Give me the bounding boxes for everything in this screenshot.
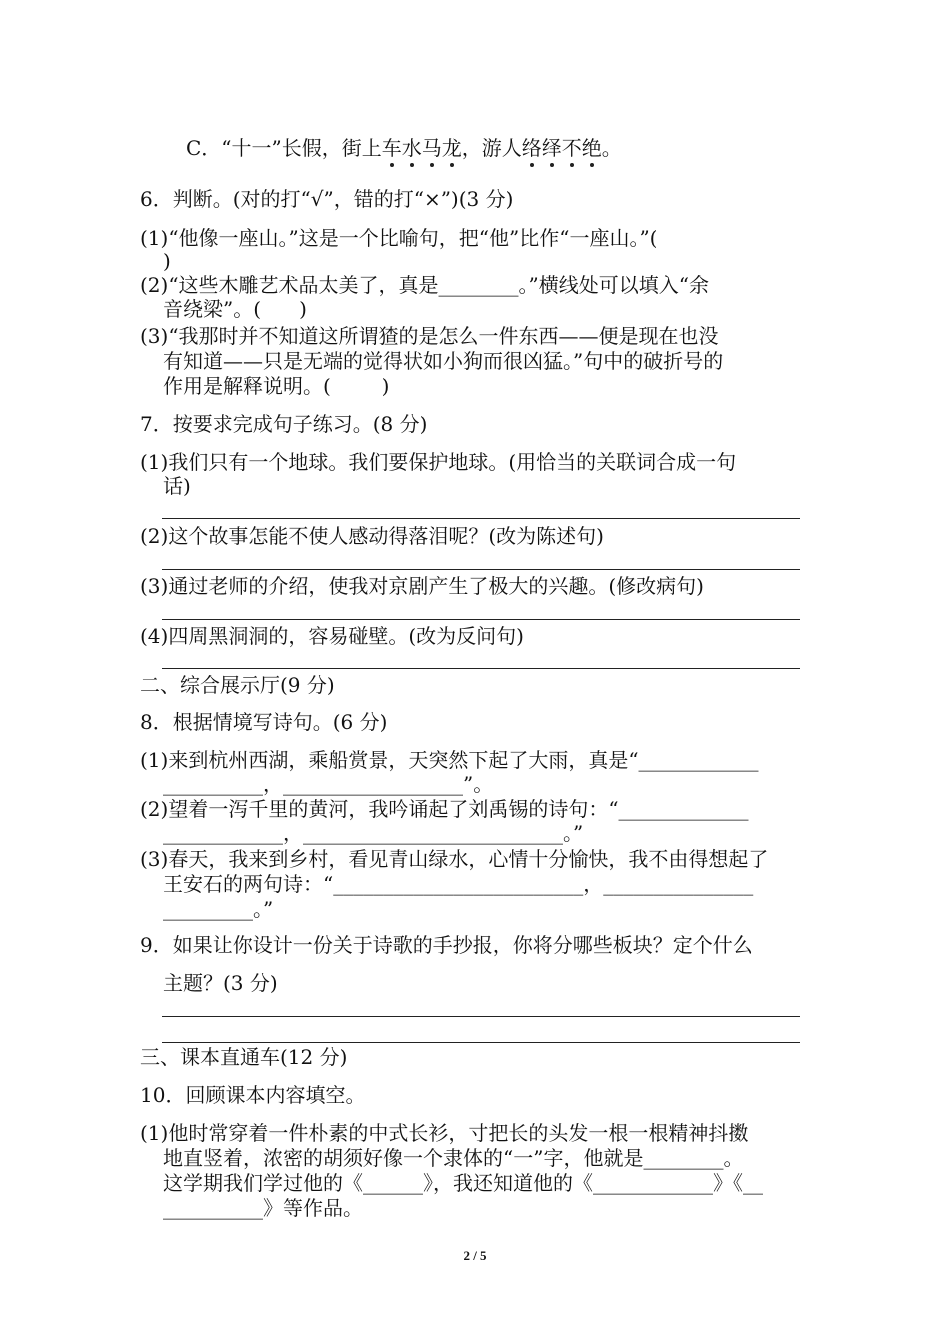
- q7-item-2: (2)这个故事怎能不使人感动得落泪呢？(改为陈述句): [140, 524, 604, 548]
- q6-item-2: (2)“这些木雕艺术品太美了，真是________。”横线处可以填入“余: [140, 273, 710, 297]
- option-c-text-2: ，游人: [461, 136, 522, 160]
- section-3-heading: 三、课本直通车(12 分): [140, 1045, 348, 1069]
- q7-item-1-cont: 话): [163, 474, 191, 498]
- option-c-text: C．“十一”长假，街上: [186, 136, 382, 160]
- question-9-cont: 主题？(3 分): [163, 971, 278, 995]
- question-8: 8．根据情境写诗句。(6 分): [140, 710, 388, 734]
- emphasized-char: 水: [401, 136, 422, 160]
- q7-item-3: (3)通过老师的介绍，使我对京剧产生了极大的兴趣。(修改病句): [140, 574, 704, 598]
- answer-line[interactable]: [162, 569, 800, 570]
- answer-line[interactable]: [162, 1042, 800, 1043]
- answer-line[interactable]: [162, 518, 800, 519]
- q10-item-1-cont: 地直竖着，浓密的胡须好像一个隶体的“一”字，他就是________。: [163, 1146, 744, 1170]
- emphasized-char: 不: [561, 136, 582, 160]
- dotted-phrase: [382, 136, 462, 160]
- q7-item-4: (4)四周黑洞洞的，容易碰壁。(改为反问句): [140, 624, 524, 648]
- q8-item-3: (3)春天，我来到乡村，看见青山绿水，心情十分愉快，我不由得想起了: [140, 847, 769, 871]
- q8-item-2-cont: ____________，__________________________。”: [163, 821, 584, 845]
- q8-item-1-cont: __________，__________________”。: [163, 772, 494, 796]
- emphasis-text: [382, 136, 462, 160]
- page-number: 2 / 5: [463, 1248, 487, 1263]
- q8-item-1: (1)来到杭州西湖，乘船赏景，天突然下起了大雨，真是“____________: [140, 748, 759, 772]
- q8-item-3-cont: 王安石的两句诗：“_________________________，_______________: [163, 872, 754, 896]
- emphasized-char: 绝: [581, 136, 602, 160]
- emphasized-char: 马: [421, 136, 442, 160]
- q10-item-1: (1)他时常穿着一件朴素的中式长衫，寸把长的头发一根一根精神抖擞: [140, 1121, 749, 1145]
- q10-item-1-cont3: __________》等作品。: [163, 1196, 363, 1220]
- q6-item-3-cont: 有知道——只是无端的觉得状如小狗而很凶猛。”句中的破折号的: [163, 349, 724, 373]
- question-10: 10．回顾课本内容填空。: [140, 1083, 366, 1107]
- option-c-end: 。: [601, 136, 622, 160]
- emphasized-char: 龙: [441, 136, 462, 160]
- q6-item-2-cont: 音绕梁”。( ): [163, 297, 307, 321]
- question-9: 9．如果让你设计一份关于诗歌的手抄报，你将分哪些板块？定个什么: [140, 933, 753, 957]
- emphasis-text-2: [522, 136, 602, 160]
- emphasized-char: 车: [381, 136, 402, 160]
- answer-line[interactable]: [162, 619, 800, 620]
- q6-item-3-cont2: 作用是解释说明。( ): [163, 374, 390, 398]
- option-c: [186, 136, 622, 160]
- q7-item-1: (1)我们只有一个地球。我们要保护地球。(用恰当的关联词合成一句: [140, 450, 737, 474]
- section-2-heading: 二、综合展示厅(9 分): [140, 673, 335, 697]
- q10-item-1-cont2: 这学期我们学过他的《______》，我还知道他的《____________》《__: [163, 1171, 763, 1195]
- emphasized-char: 绎: [541, 136, 562, 160]
- q6-item-1-cont: ): [163, 249, 171, 273]
- answer-line[interactable]: [162, 668, 800, 669]
- q6-item-3: (3)“我那时并不知道这所谓猹的是怎么一件东西——便是现在也没: [140, 324, 719, 348]
- q8-item-3-cont2: _________。”: [163, 897, 274, 921]
- question-7: 7．按要求完成句子练习。(8 分): [140, 412, 428, 436]
- question-6: 6．判断。(对的打“√”，错的打“×”)(3 分): [140, 187, 514, 211]
- answer-line[interactable]: [162, 1016, 800, 1017]
- emphasized-char: 络: [521, 136, 542, 160]
- q6-item-1: (1)“他像一座山。”这是一个比喻句，把“他”比作“一座山。”(: [140, 226, 658, 250]
- q8-item-2: (2)望着一泻千里的黄河，我吟诵起了刘禹锡的诗句：“_____________: [140, 797, 749, 821]
